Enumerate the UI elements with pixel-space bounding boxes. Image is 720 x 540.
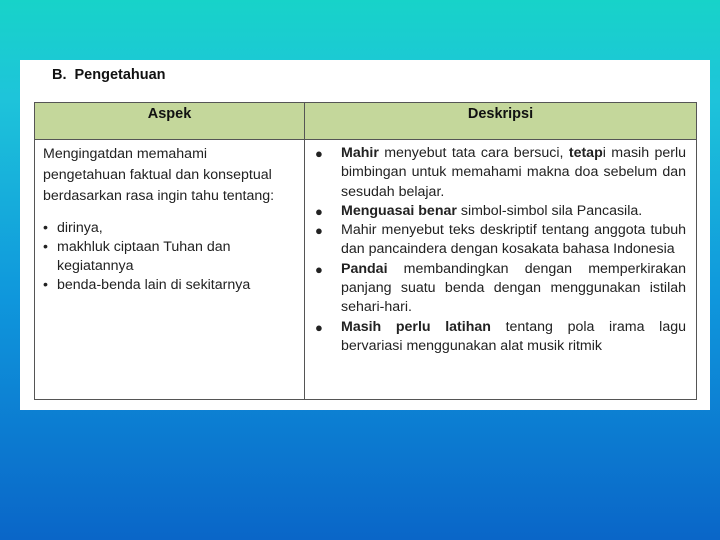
list-item: ● Mahir menyebut teks deskriptif tentang anggota tubuh dan pancaindera dengan kosakata bahasa Indonesia [315, 222, 686, 258]
deskripsi-cell [305, 140, 697, 400]
header-deskripsi: Deskripsi [305, 103, 697, 140]
table-header-row [35, 103, 697, 140]
list-item: • makhluk ciptaan Tuhan dan kegiatannya [43, 239, 231, 274]
section-heading [52, 67, 166, 83]
aspek-cell [35, 140, 305, 400]
list-item: ● Pandai membandingkan dengan memperkirakan panjang suatu benda dengan menggunakan istilah sehari-hari. [315, 260, 686, 316]
table-row [35, 140, 697, 400]
list-item: • dirinya, [43, 220, 103, 236]
list-item: • benda-benda lain di sekitarnya [43, 277, 251, 293]
aspek-intro: Mengingatdan memahami pengetahuan faktual dan konseptual berdasarkan rasa ingin tahu tentang: [43, 146, 275, 204]
section-number: B. [52, 67, 67, 83]
list-item: ● Mahir menyebut tata cara bersuci, tetapi masih perlu bimbingan untuk memahami makna doa sebelum dan sesudah belajar. [315, 145, 686, 200]
section-title: Pengetahuan [74, 67, 166, 83]
slide-content [20, 60, 710, 410]
aspek-list [43, 219, 304, 295]
header-aspek: Aspek [35, 103, 305, 140]
list-item: ● Menguasai benar simbol-simbol sila Pancasila. [315, 202, 643, 219]
deskripsi-list [313, 144, 686, 356]
knowledge-table [34, 102, 697, 400]
list-item: ● Masih perlu latihan tentang pola irama lagu bervariasi menggunakan alat musik ritmik [315, 318, 686, 354]
